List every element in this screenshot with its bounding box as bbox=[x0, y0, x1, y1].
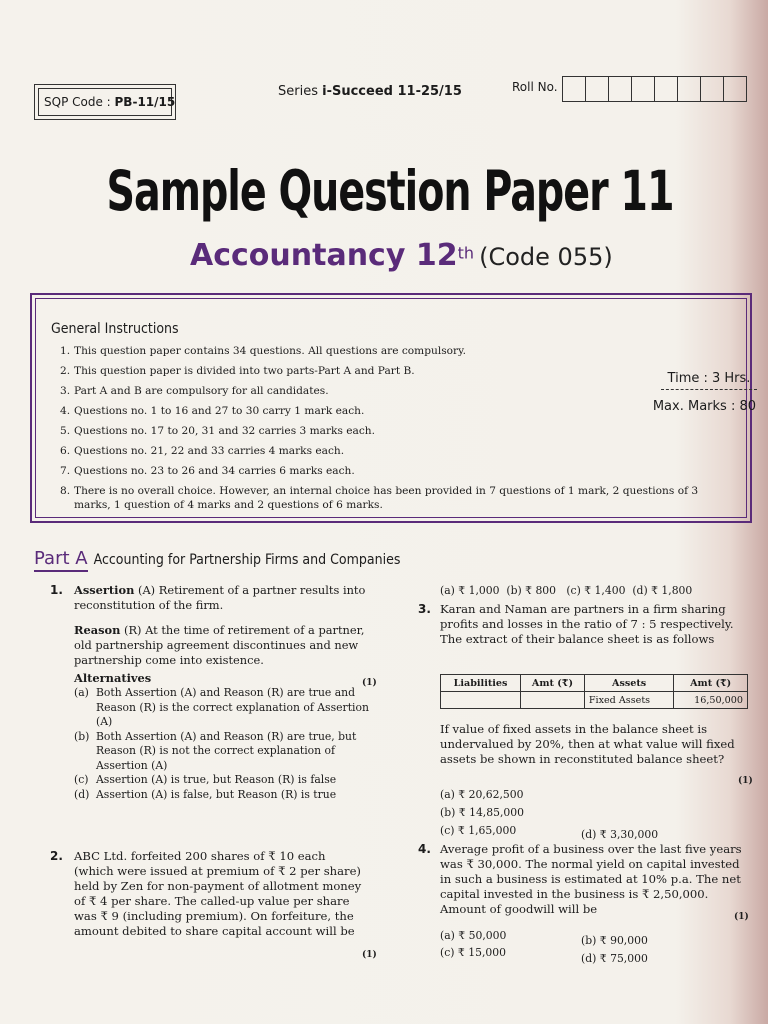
table-header-cell: Amt (₹) bbox=[674, 675, 748, 692]
option-text: Both Assertion (A) and Reason (R) are true and Reason (R) is the correct explanation of Assertion (A) bbox=[96, 686, 369, 728]
q3-balance-sheet-table bbox=[440, 674, 748, 709]
table-cell: Fixed Assets bbox=[584, 692, 673, 709]
q4-option-c: (c) ₹ 15,000 bbox=[440, 946, 506, 959]
instruction-item bbox=[60, 481, 700, 512]
instruction-number: 1. bbox=[60, 345, 71, 357]
q4-option-b: (b) ₹ 90,000 bbox=[581, 934, 648, 947]
subject-code: (Code 055) bbox=[479, 243, 613, 271]
part-label: Part A bbox=[34, 548, 88, 572]
q4-option-a: (a) ₹ 50,000 bbox=[440, 929, 507, 942]
q1-mark: (1) bbox=[362, 678, 377, 688]
q1-options bbox=[74, 686, 374, 802]
time-divider bbox=[661, 389, 757, 390]
instructions-list bbox=[60, 341, 700, 512]
instruction-text: Part A and B are compulsory for all candidates. bbox=[74, 385, 329, 397]
roll-number-label: Roll No. bbox=[512, 80, 558, 94]
instruction-number: 2. bbox=[60, 365, 71, 377]
instruction-text: Questions no. 1 to 16 and 27 to 30 carry 1 mark each. bbox=[74, 405, 365, 417]
q1-alternatives-label: Alternatives bbox=[74, 671, 152, 685]
instruction-number: 6. bbox=[60, 445, 71, 457]
instruction-item bbox=[60, 341, 700, 361]
q1-option bbox=[74, 788, 374, 803]
option-letter: (d) bbox=[74, 787, 90, 801]
q2-mark: (1) bbox=[362, 950, 377, 960]
q3-option-c: (c) ₹ 1,65,000 bbox=[440, 824, 517, 837]
q3-number: 3. bbox=[418, 602, 431, 616]
subject-heading bbox=[190, 238, 613, 273]
part-heading bbox=[34, 548, 400, 569]
q1-assertion-label: Assertion bbox=[74, 583, 135, 597]
q3-mark: (1) bbox=[738, 776, 753, 786]
instruction-number: 3. bbox=[60, 385, 71, 397]
q1-assertion: (A) Retirement of a partner results into reconstitution of the firm. bbox=[74, 583, 366, 612]
part-title: Accounting for Partnership Firms and Companies bbox=[93, 552, 401, 568]
option-text: Assertion (A) is true, but Reason (R) is false bbox=[96, 773, 337, 786]
table-cell bbox=[441, 692, 521, 709]
instruction-text: Questions no. 21, 22 and 33 carries 4 marks each. bbox=[74, 445, 345, 457]
instruction-number: 7. bbox=[60, 465, 71, 477]
instructions-heading: General Instructions bbox=[51, 321, 179, 337]
instruction-item bbox=[60, 361, 700, 381]
subject-name: Accountancy 12 bbox=[190, 238, 458, 273]
time-allowed: Time : 3 Hrs. bbox=[667, 371, 751, 386]
table-cell: 16,50,000 bbox=[674, 692, 748, 709]
instruction-number: 5. bbox=[60, 425, 71, 437]
q3-option-a: (a) ₹ 20,62,500 bbox=[440, 788, 524, 801]
instructions-box bbox=[30, 293, 756, 523]
instruction-number: 8. bbox=[60, 485, 71, 497]
instruction-text: This question paper is divided into two parts-Part A and Part B. bbox=[74, 365, 415, 377]
series-label: Series bbox=[278, 84, 323, 99]
roll-number-boxes bbox=[563, 76, 747, 102]
option-letter: (a) bbox=[74, 686, 89, 699]
subject-sup: th bbox=[457, 243, 475, 263]
table-header-cell: Liabilities bbox=[441, 675, 521, 692]
q3-text2: If value of fixed assets in the balance sheet is undervalued by 20%, then at what value will fixed assets be shown in reconstituted balance sheet? bbox=[440, 722, 735, 766]
q1-reason: (R) At the time of retirement of a partner, old partnership agreement discontinues and new partnership come into existence. bbox=[74, 623, 365, 667]
sqp-code: PB-11/15 bbox=[114, 95, 176, 109]
q4-number: 4. bbox=[418, 842, 431, 856]
instruction-item bbox=[60, 441, 700, 461]
instruction-item bbox=[60, 401, 700, 421]
sqp-label: SQP Code : bbox=[44, 95, 115, 109]
option-letter: (c) bbox=[74, 773, 89, 786]
instruction-item bbox=[60, 381, 700, 401]
q1-option bbox=[74, 686, 374, 730]
q3-option-b: (b) ₹ 14,85,000 bbox=[440, 806, 525, 819]
question-1 bbox=[74, 583, 374, 802]
question-2: ABC Ltd. forfeited 200 shares of ₹ 10 each (which were issued at premium of ₹ 2 per share) held by Zen for non-payment of allotment money of ₹ 4 per share. The called-up value per share was ₹ 9 (including premium). On forfeiture, the amount debited to share capital account will be bbox=[74, 849, 362, 938]
q4-text: Average profit of a business over the last five years was ₹ 30,000. The normal yield on capital invested in such a business is estimated at 10% p.a. The net capital invested in the business is ₹ 2,50,000. Amount of goodwill will be bbox=[440, 842, 742, 916]
max-marks: Max. Marks : 80 bbox=[652, 399, 756, 414]
instruction-item bbox=[60, 421, 700, 441]
instruction-text: Questions no. 23 to 26 and 34 carries 6 marks each. bbox=[74, 465, 355, 477]
q1-number: 1. bbox=[50, 583, 63, 597]
option-text: Assertion (A) is false, but Reason (R) is true bbox=[96, 787, 337, 801]
q2-number: 2. bbox=[50, 849, 63, 863]
sqp-code-box bbox=[34, 84, 176, 120]
q3-text: Karan and Naman are partners in a firm sharing profits and losses in the ratio of 7 : 5 respectively. The extract of their balance sheet is as follows bbox=[440, 602, 734, 646]
page-title: Sample Question Paper 11 bbox=[106, 160, 674, 224]
q4-option-d: (d) ₹ 75,000 bbox=[581, 952, 648, 965]
q3-option-d: (d) ₹ 3,30,000 bbox=[581, 828, 659, 841]
instruction-text: Questions no. 17 to 20, 31 and 32 carries 3 marks each. bbox=[74, 425, 375, 437]
table-header-cell: Amt (₹) bbox=[521, 675, 585, 692]
table-cell bbox=[521, 692, 585, 709]
instruction-text: There is no overall choice. However, an internal choice has been provided in 7 questions of 1 mark, 2 questions of 3 marks, 1 question of 4 marks and 2 questions of 6 marks. bbox=[74, 485, 699, 511]
instruction-item bbox=[60, 461, 700, 481]
series-info bbox=[278, 84, 462, 99]
q1-option bbox=[74, 730, 374, 774]
table-header-cell: Assets bbox=[584, 675, 673, 692]
instruction-number: 4. bbox=[60, 405, 71, 417]
option-text: Both Assertion (A) and Reason (R) are true, but Reason (R) is not the correct explanation of Assertion (A) bbox=[96, 729, 357, 772]
q2-options: (a) ₹ 1,000 (b) ₹ 800 (c) ₹ 1,400 (d) ₹ 1,800 bbox=[440, 584, 693, 597]
q1-option bbox=[74, 773, 374, 788]
instruction-text: This question paper contains 34 questions. All questions are compulsory. bbox=[74, 345, 467, 357]
q4-mark: (1) bbox=[734, 912, 749, 922]
q1-reason-label: Reason bbox=[74, 623, 121, 637]
series-name: i-Succeed 11-25/15 bbox=[322, 84, 462, 99]
option-letter: (b) bbox=[74, 729, 90, 743]
